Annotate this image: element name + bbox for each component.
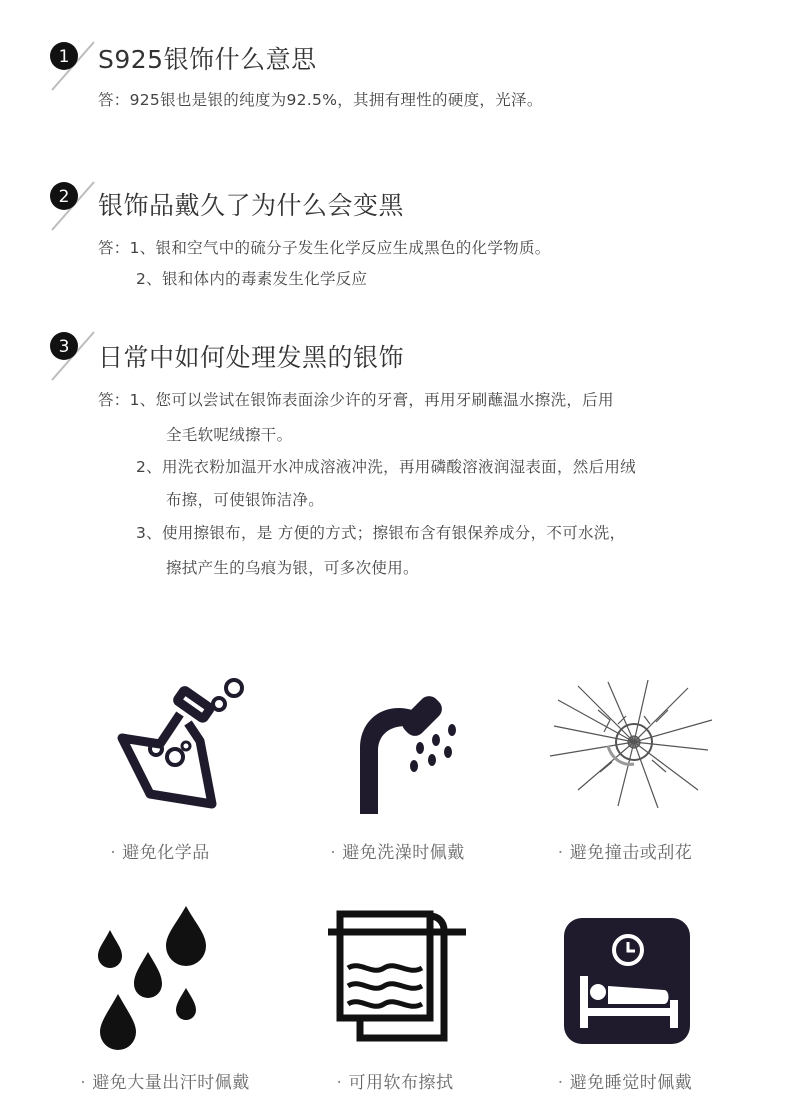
faq-question: S925银饰什么意思 [98,45,317,74]
faq-answer-line: 3、使用擦银布，是 方便的方式；擦银布含有银保养成分，不可水洗， [136,524,626,542]
care-tip-label: · 避免洗澡时佩戴 [330,843,465,863]
sweat-drops-icon [96,904,226,1052]
shower-icon [336,688,466,814]
care-tip-label: · 避免睡觉时佩戴 [557,1073,693,1093]
sleep-clock-icon [564,918,690,1044]
number-badge-icon [44,178,98,236]
faq-answer-line: 擦拭产生的乌痕为银，可多次使用。 [166,559,419,577]
faq-answer-line: 全毛软呢绒擦干。 [166,426,293,444]
faq-answer-line: 答：1、银和空气中的硫分子发生化学反应生成黑色的化学物质。 [98,239,551,257]
faq-number: 1 [58,47,70,67]
number-badge-icon [44,38,98,96]
faq-number: 3 [58,337,70,357]
number-badge-icon [44,328,98,386]
faq-answer-line: 2、用洗衣粉加温开水冲成溶液冲洗，再用磷酸溶液润湿表面，然后用绒 [136,458,636,476]
faq-answer-line: 布擦，可使银饰洁净。 [166,491,325,509]
care-tip-label: · 避免撞击或刮花 [557,843,693,863]
care-tip-label: · 可用软布擦拭 [336,1073,454,1093]
faq-question: 日常中如何处理发黑的银饰 [98,343,405,372]
chemical-flask-icon [100,676,250,816]
towel-icon [326,908,468,1042]
faq-question: 银饰品戴久了为什么会变黑 [98,191,405,220]
faq-answer-line: 答：1、您可以尝试在银饰表面涂少许的牙膏，再用牙刷蘸温水擦洗，后用 [98,391,614,409]
cracked-glass-icon [548,680,714,810]
care-tip-label: · 避免化学品 [110,843,210,863]
faq-number: 2 [58,187,70,207]
faq-answer-line: 答：925银也是银的纯度为92.5%，其拥有理性的硬度，光泽。 [98,91,543,109]
care-tip-label: · 避免大量出汗时佩戴 [80,1073,250,1093]
faq-answer-line: 2、银和体内的毒素发生化学反应 [136,270,368,288]
